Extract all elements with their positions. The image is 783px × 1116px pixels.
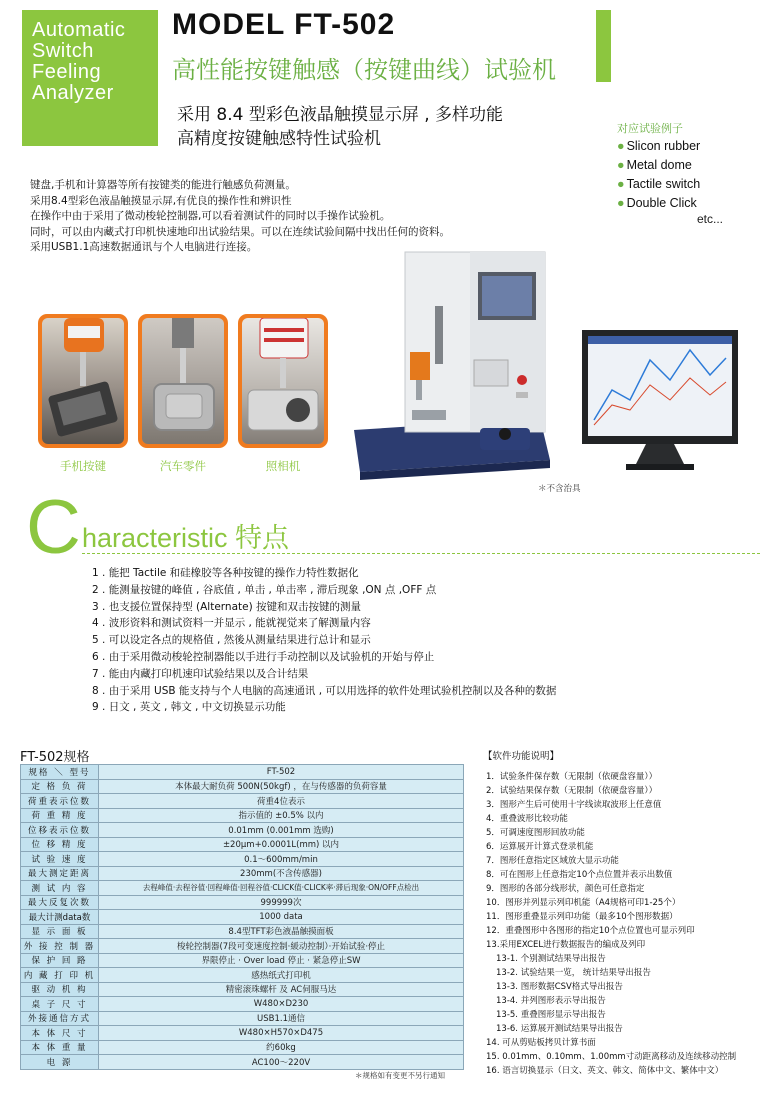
list-item: 13-1. 个别测试结果导出报告 bbox=[496, 954, 606, 964]
brand-line: Analyzer bbox=[32, 82, 114, 104]
list-item: 4 . 波形资料和测试资料一并显示 , 能就视觉来了解测量内容 bbox=[92, 617, 371, 630]
table-row: 最大测定距离 230mm(不含传感器) bbox=[21, 866, 464, 881]
list-item: 7 . 能由内藏打印机速印试验结果以及合计结果 bbox=[92, 667, 309, 680]
photo-phone bbox=[38, 314, 128, 448]
table-row: 外 接 控 制 器 梭轮控制器(7段可变速度控制·緩动控制）·开始试验·停止 bbox=[21, 939, 464, 954]
list-item: 3．图形产生后可使用十字线读取波形上任意值 bbox=[486, 800, 662, 810]
list-item: 6．运算展开计算式登录机能 bbox=[486, 842, 594, 852]
list-item: 13-4. 并列图形表示导出报告 bbox=[496, 996, 606, 1006]
photo-car bbox=[138, 314, 228, 448]
product-subtitle: 高性能按键触感（按键曲线）试验机 bbox=[172, 56, 556, 84]
list-item: 4．重叠波形比较功能 bbox=[486, 814, 568, 824]
photo-camera bbox=[238, 314, 328, 448]
list-item: 7．图形任意指定区域放大显示功能 bbox=[486, 856, 619, 866]
list-item: 13-2. 试验结果一览， 统计结果导出报告 bbox=[496, 968, 651, 978]
table-row: 测 试 内 容 去程峰值·去程谷值·回程峰值·回程谷值·CLICK值·CLICK率·滞后现象·ON/OFF点检出 bbox=[21, 881, 464, 896]
table-row: 位移表示位数 0.01mm (0.001mm 选购) bbox=[21, 823, 464, 838]
list-item: 11．图形重叠显示列印功能（最多10个图形数据） bbox=[486, 912, 678, 922]
list-item: ● Metal dome bbox=[617, 158, 692, 172]
test-examples-more: etc... bbox=[697, 212, 724, 226]
table-row: 位 移 精 度 ±20μm+0.0001L(mm) 以内 bbox=[21, 837, 464, 852]
table-row: 本 体 重 量 约60kg bbox=[21, 1040, 464, 1055]
tagline-1: 采用 8.4 型彩色液晶触摸显示屏 , 多样功能 bbox=[177, 105, 504, 125]
intro-line: 采用8.4型彩色液晶触摸显示屏,有优良的操作性和辨识性 bbox=[30, 194, 292, 207]
list-item: 3 . 也支援位置保持型 (Alternate) 按键和双击按键的测量 bbox=[92, 600, 362, 613]
bullet-icon: ● bbox=[617, 196, 625, 210]
table-row: 荷重表示位数 荷重4位表示 bbox=[21, 794, 464, 809]
spec-table bbox=[20, 764, 464, 1070]
table-row: 内 藏 打 印 机 感热纸式打印机 bbox=[21, 968, 464, 983]
list-item: ● Tactile switch bbox=[617, 177, 701, 191]
photo-label-phone: 手机按键 bbox=[60, 459, 106, 473]
accent-bar bbox=[596, 10, 611, 82]
intro-line: 采用USB1.1高速数据通讯与个人电脑进行连接。 bbox=[30, 241, 258, 253]
brand-line: Automatic bbox=[32, 19, 126, 41]
divider bbox=[82, 553, 760, 554]
brand-line: Feeling bbox=[32, 61, 102, 83]
table-row: 定 格 负 荷 本体最大耐负荷 500N(50kgf) ，在与传感器的负荷容量 bbox=[21, 779, 464, 794]
list-item: 15. 0.01mm、0.10mm、1.00mm寸动距离移动及连续移动控制 bbox=[486, 1052, 737, 1062]
photo-label-car: 汽车零件 bbox=[160, 459, 206, 473]
test-examples-title: 对应试验例子 bbox=[617, 122, 683, 135]
bullet-icon: ● bbox=[617, 158, 625, 172]
intro-line: 键盘,手机和计算器等所有按键类的能进行触感负荷测量。 bbox=[30, 179, 296, 191]
intro-line: 在操作中由于采用了微动梭轮控制器,可以看着测试件的同时以手操作试验机。 bbox=[30, 210, 391, 222]
camera-test-image bbox=[242, 318, 324, 444]
list-item: ● Slicon rubber bbox=[617, 139, 701, 153]
table-row: 最大反复次数 999999次 bbox=[21, 895, 464, 910]
software-list bbox=[486, 770, 736, 1078]
brand-line: Switch bbox=[32, 40, 94, 62]
phone-test-image bbox=[42, 318, 124, 444]
table-row: 最大计测data数 1000 data bbox=[21, 910, 464, 925]
list-item: 12．重叠图形中各图形的指定10个点位置也可显示列印 bbox=[486, 926, 695, 936]
model-title: MODEL FT-502 bbox=[172, 8, 396, 41]
machine-image bbox=[350, 250, 740, 480]
list-item: 6 . 由于采用微动梭轮控制器能以手进行手动控制以及试验机的开始与停止 bbox=[92, 650, 435, 663]
intro-text bbox=[30, 178, 450, 256]
list-item: 9．图形的各部分线形状，颜色可任意指定 bbox=[486, 884, 645, 894]
photo-label-camera: 照相机 bbox=[265, 459, 301, 473]
machine-note: ＊不含治具 bbox=[538, 484, 581, 494]
list-item: 13-3. 图形数据CSV格式导出报告 bbox=[496, 982, 623, 992]
table-row: 显 示 面 板 8.4型TFT彩色液晶触摸面板 bbox=[21, 924, 464, 939]
characteristic-initial: C bbox=[26, 485, 81, 570]
list-item: 1．试验条件保存数（无限制（依硬盘容量）） bbox=[486, 772, 658, 782]
list-item: 8 . 由于采用 USB 能支持与个人电脑的高速通讯 , 可以用选择的软件处理试验机控制以及各种的数据 bbox=[92, 684, 557, 697]
list-item: 13-5. 重叠图形显示导出报告 bbox=[496, 1010, 606, 1020]
list-item: 16. 语言切换显示（日文、英文、韩文、简体中文、繁体中文） bbox=[486, 1066, 724, 1076]
table-row: 保 护 回 路 界限停止 · Over load 停止 · 紧急停止SW bbox=[21, 953, 464, 968]
test-examples-list bbox=[617, 137, 700, 213]
list-item: 13.采用EXCEL进行数据报告的编成及列印 bbox=[486, 940, 646, 950]
list-item: 5 . 可以设定各点的规格值 , 然後从测量结果进行总计和显示 bbox=[92, 634, 371, 647]
brand-box bbox=[22, 10, 158, 146]
bullet-icon: ● bbox=[617, 177, 625, 191]
list-item: 8．可在图形上任意指定10个点位置并表示出数值 bbox=[486, 870, 673, 880]
feature-list bbox=[92, 565, 556, 716]
table-row: 试 验 速 度 0.1～600mm/min bbox=[21, 852, 464, 867]
list-item: 14. 可从剪贴板拷贝计算书面 bbox=[486, 1038, 596, 1048]
table-row: 本 体 尺 寸 W480×H570×D475 bbox=[21, 1026, 464, 1041]
table-row: 外接通信方式 USB1.1通信 bbox=[21, 1011, 464, 1026]
table-row: 荷 重 精 度 指示值的 ±0.5% 以内 bbox=[21, 808, 464, 823]
list-item: 13-6. 运算展开测试结果导出报告 bbox=[496, 1024, 623, 1034]
list-item: 5．可调速度图形回放功能 bbox=[486, 828, 585, 838]
list-item: 2．试验结果保存数（无限制（依硬盘容量）） bbox=[486, 786, 658, 796]
list-item: 2 . 能测量按键的峰值 , 谷底值 , 单击 , 单击率 , 滞后现象 ,ON 点 ,OFF 点 bbox=[92, 583, 437, 596]
list-item: 1 . 能把 Tactile 和硅橡胶等各种按键的操作力特性数据化 bbox=[92, 567, 359, 579]
software-title: 【软件功能说明】 bbox=[483, 751, 560, 762]
characteristic-title: haracteristic 特点 bbox=[82, 523, 290, 553]
intro-line: 同时，可以由内藏式打印机快速地印出试验结果。可以在连续试验间隔中找出任何的资料。 bbox=[30, 225, 450, 238]
table-row: 桌 子 尺 寸 W480×D230 bbox=[21, 997, 464, 1012]
list-item: 9 . 日文 , 英文 , 韩文 , 中文切换显示功能 bbox=[92, 701, 286, 714]
bullet-icon: ● bbox=[617, 139, 625, 153]
tagline-2: 高精度按键触感特性试验机 bbox=[177, 129, 381, 149]
list-item: ● Double Click bbox=[617, 196, 697, 210]
table-row: 驱 动 机 构 精密滚珠螺杆 及 AC伺服马达 bbox=[21, 982, 464, 997]
table-row: 规格 ＼ 型号 FT-502 bbox=[21, 765, 464, 780]
car-part-test-image bbox=[142, 318, 224, 444]
list-item: 10．图形并列显示列印机能（A4规格可印1-25个） bbox=[486, 898, 681, 908]
spec-note: ＊规格如有变更不另行通知 bbox=[355, 1071, 445, 1080]
table-row: 电 源 AC100～220V bbox=[21, 1055, 464, 1070]
spec-title: FT-502规格 bbox=[20, 750, 90, 765]
